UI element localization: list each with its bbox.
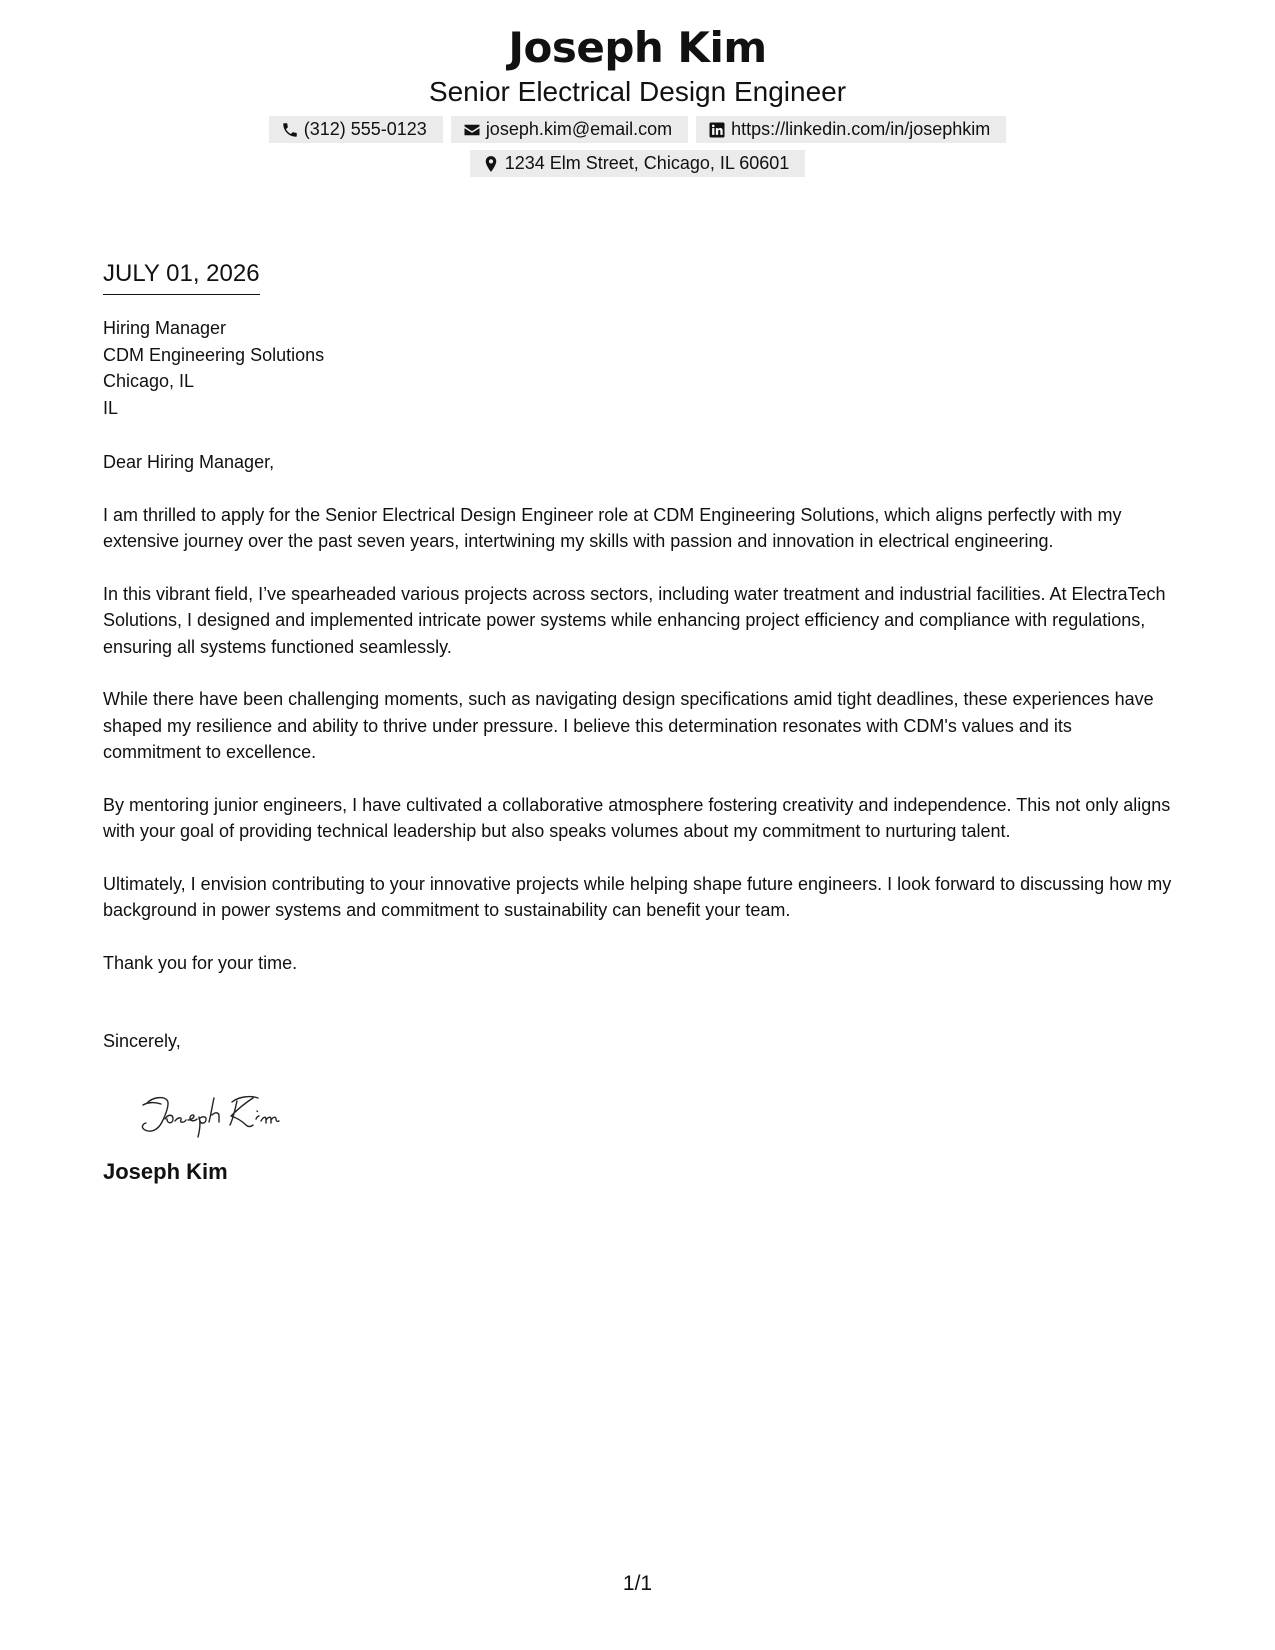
body-paragraph: Ultimately, I envision contributing to your innovative projects while helping shape future engineers. I look forward to discussing how my background in power systems and commitment to sustainability can benefit your team. [103,873,1172,920]
recipient-line: Chicago, IL [103,371,195,391]
contact-phone[interactable] [269,116,443,143]
letter-body [103,258,1173,1187]
recipient-line: IL [103,397,119,418]
salutation: Dear Hiring Manager, [103,452,275,472]
body-paragraph: While there have been challenging moments, such as navigating design specifications amid tight deadlines, these experiences have shaped my resilience and ability to thrive under pressure. I believe this determination resonates with CDM's values and its commitment to excellence. [103,689,1154,762]
phone-text: (312) 555-0123 [303,119,427,139]
page-number: 1/1 [622,1572,653,1595]
letter-date: JULY 01, 2026 [103,258,260,295]
envelope-icon [463,121,481,139]
recipient-line: CDM Engineering Solutions [103,344,325,365]
body-paragraph: By mentoring junior engineers, I have cultivated a collaborative atmosphere fostering creativity and independence. This not only aligns with your goal of providing technical leadership but also speaks volumes about my commitment to nurturing talent. [103,794,1171,841]
contact-email[interactable] [451,116,688,143]
body-paragraph: I am thrilled to apply for the Senior Electrical Design Engineer role at CDM Engineering Solutions, which aligns perfectly with my extensive journey over the past seven years, intertwining my skills with passion and innovation in electrical engineering. [103,504,1122,551]
address-text: 1234 Elm Street, Chicago, IL 60601 [504,153,790,173]
contact-row-1 [0,116,1275,143]
body-paragraph: In this vibrant field, I’ve spearheaded various projects across sectors, including water treatment and industrial facilities. At ElectraTech Solutions, I designed and implemented intricate power systems while enhancing project efficiency and compliance with regulations, ensuring all systems functioned seamlessly. [103,583,1166,657]
applicant-name: Joseph Kim [508,23,767,72]
letter-header [0,20,1275,184]
phone-icon [281,121,299,139]
applicant-role: Senior Electrical Design Engineer [428,76,847,107]
recipient-line: Hiring Manager [103,318,227,338]
contact-address [470,150,806,177]
contact-row-2 [0,150,1275,177]
contact-linkedin[interactable] [696,116,1006,143]
email-text: joseph.kim@email.com [485,119,673,139]
map-pin-icon [482,155,500,173]
signer-name: Joseph Kim [103,1158,228,1184]
recipient-block [103,315,1173,421]
thank-you-line: Thank you for your time. [103,952,298,973]
linkedin-text: https://linkedin.com/in/josephkim [731,119,991,139]
handwritten-signature [133,1083,333,1143]
closing: Sincerely, [103,1031,181,1051]
linkedin-icon [708,121,726,139]
